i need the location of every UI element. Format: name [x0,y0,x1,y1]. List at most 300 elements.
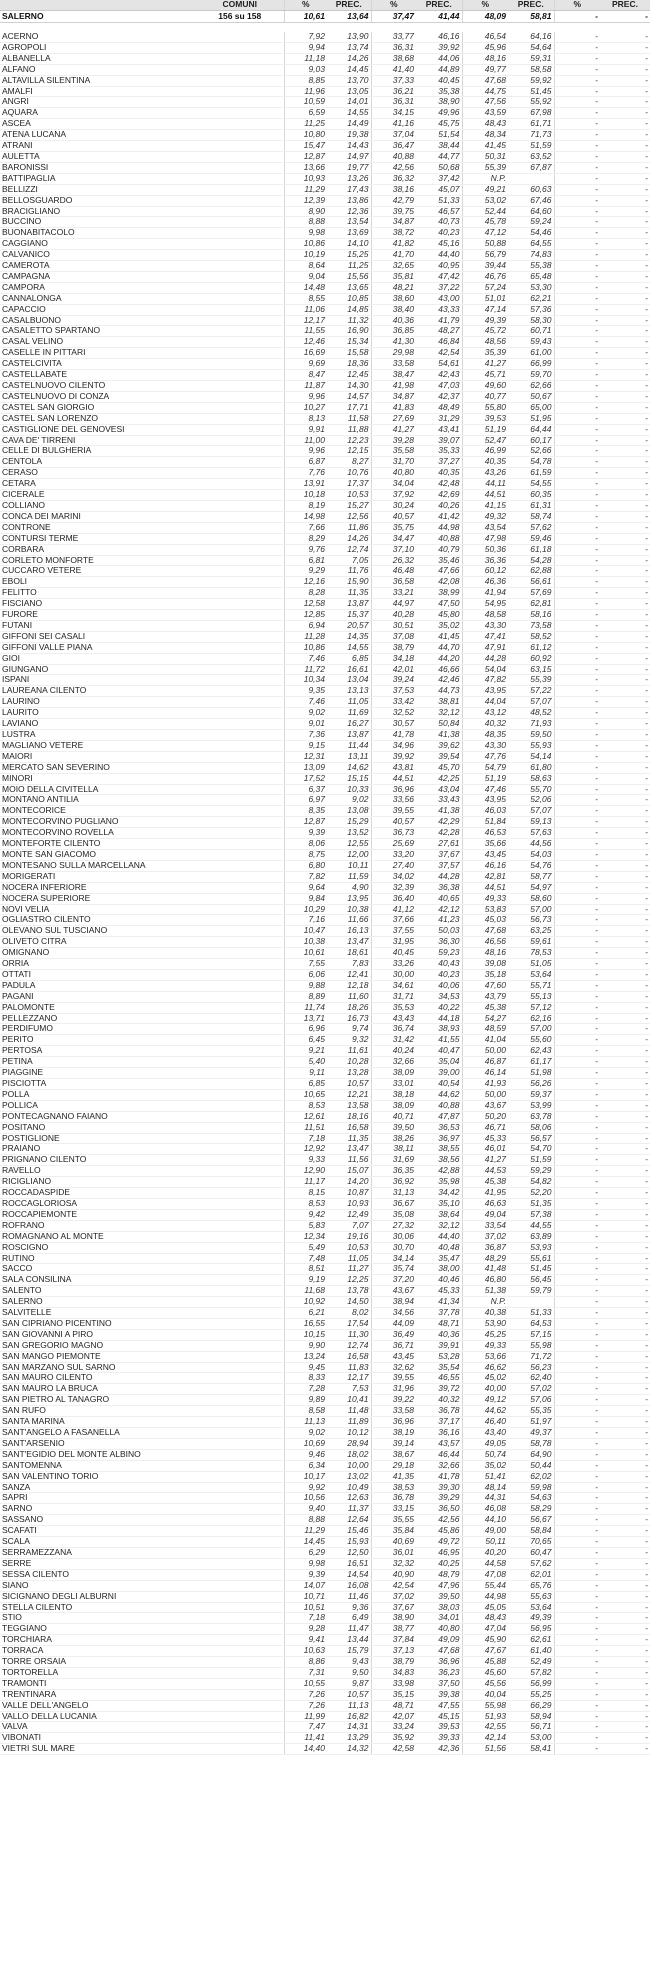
value-prec-2: 36,78 [416,1406,462,1417]
value-prec-3: 58,30 [508,315,554,326]
value-percent-3: 43,45 [462,849,508,860]
value-prec-1: 14,31 [327,1722,371,1733]
table-row [0,1046,650,1057]
table-row [0,391,650,402]
value-prec-4: - [600,511,650,522]
comune-blank [196,762,284,773]
comune-name: TORTORELLA [0,1667,196,1678]
value-prec-4: - [600,1428,650,1439]
value-percent-1: 12,61 [284,1111,327,1122]
comune-name: CASTIGLIONE DEL GENOVESI [0,424,196,435]
comune-name: ROCCAPIEMONTE [0,1209,196,1220]
value-prec-1: 10,12 [327,1428,371,1439]
value-percent-2: 31,69 [371,1155,416,1166]
value-percent-1: 6,21 [284,1308,327,1319]
value-percent-3: 45,38 [462,1002,508,1013]
comune-blank [196,675,284,686]
comune-blank [196,206,284,217]
value-prec-3: 60,92 [508,653,554,664]
table-row [0,130,650,141]
value-prec-1: 18,36 [327,359,371,370]
value-prec-3: 51,45 [508,86,554,97]
value-percent-1: 14,40 [284,1744,327,1755]
comune-name: ROCCAGLORIOSA [0,1198,196,1209]
value-prec-2: 41,78 [416,1471,462,1482]
value-prec-4: - [600,402,650,413]
value-percent-4: - [554,740,600,751]
table-row [0,1297,650,1308]
value-percent-1: 8,85 [284,75,327,86]
value-prec-3: 63,52 [508,151,554,162]
value-prec-3: 56,61 [508,577,554,588]
value-percent-2: 38,11 [371,1144,416,1155]
value-prec-3: 67,98 [508,108,554,119]
value-percent-1: 8,64 [284,261,327,272]
value-percent-4: - [554,206,600,217]
value-prec-2: 45,07 [416,184,462,195]
value-percent-3: 54,04 [462,664,508,675]
total-comuni-count: 156 su 158 [196,11,284,23]
value-prec-1: 10,28 [327,1057,371,1068]
value-prec-1: 12,56 [327,511,371,522]
value-prec-3: 55,39 [508,675,554,686]
value-prec-4: - [600,1613,650,1624]
table-row [0,141,650,152]
value-percent-3: 43,40 [462,1428,508,1439]
value-percent-1: 11,51 [284,1122,327,1133]
value-prec-3: 54,97 [508,882,554,893]
value-percent-4: - [554,675,600,686]
value-prec-4: - [600,544,650,555]
value-percent-4: - [554,1613,600,1624]
comune-blank [196,64,284,75]
value-prec-3: 60,47 [508,1547,554,1558]
table-row [0,1089,650,1100]
value-percent-1: 9,40 [284,1504,327,1515]
comune-blank [196,620,284,631]
value-prec-2: 42,88 [416,1166,462,1177]
value-prec-2: 36,96 [416,1657,462,1668]
value-percent-2: 36,78 [371,1493,416,1504]
value-prec-2: 40,26 [416,500,462,511]
value-percent-1: 6,81 [284,555,327,566]
value-prec-1: 12,45 [327,370,371,381]
comune-name: CETARA [0,479,196,490]
value-percent-2: 34,15 [371,108,416,119]
value-prec-1: 13,65 [327,282,371,293]
value-prec-3: 55,35 [508,1406,554,1417]
value-percent-3: 43,30 [462,620,508,631]
value-percent-2: 40,28 [371,610,416,621]
comune-blank [196,533,284,544]
comune-name: OLIVETO CITRA [0,937,196,948]
value-prec-2: 47,50 [416,599,462,610]
value-prec-1: 15,46 [327,1526,371,1537]
value-percent-4: - [554,1395,600,1406]
comune-name: CELLE DI BULGHERIA [0,446,196,457]
value-prec-3: 58,41 [508,1744,554,1755]
table-row [0,1166,650,1177]
value-percent-1: 11,87 [284,381,327,392]
value-prec-4: - [600,675,650,686]
table-row [0,1013,650,1024]
value-prec-3: 63,15 [508,664,554,675]
value-percent-3: 46,54 [462,32,508,42]
value-percent-1: 12,87 [284,151,327,162]
value-prec-2: 38,56 [416,1155,462,1166]
value-prec-2: 44,98 [416,522,462,533]
value-percent-4: - [554,566,600,577]
value-prec-4: - [600,1547,650,1558]
value-prec-3: 59,70 [508,370,554,381]
table-row [0,1122,650,1133]
value-percent-2: 38,94 [371,1297,416,1308]
value-prec-4: - [600,1013,650,1024]
value-prec-3: 49,39 [508,1613,554,1624]
value-prec-1: 11,35 [327,1133,371,1144]
value-percent-4: - [554,261,600,272]
comune-name: MAGLIANO VETERE [0,740,196,751]
table-row [0,675,650,686]
value-percent-1: 9,39 [284,828,327,839]
comune-blank [196,1057,284,1068]
value-percent-3: 54,95 [462,599,508,610]
value-prec-1: 13,47 [327,937,371,948]
value-percent-2: 35,15 [371,1689,416,1700]
value-percent-4: - [554,1678,600,1689]
value-percent-1: 10,15 [284,1329,327,1340]
comune-name: PAGANI [0,991,196,1002]
value-percent-4: - [554,533,600,544]
value-percent-1: 10,86 [284,642,327,653]
value-percent-1: 8,13 [284,413,327,424]
comune-blank [196,446,284,457]
value-percent-4: - [554,1635,600,1646]
header-percent-1: % [284,0,327,11]
value-percent-3: 50,31 [462,151,508,162]
comune-name: SCALA [0,1537,196,1548]
value-prec-4: - [600,1744,650,1755]
comune-blank [196,1722,284,1733]
comune-name: FURORE [0,610,196,621]
comune-name: PADULA [0,980,196,991]
value-percent-1: 11,74 [284,1002,327,1013]
value-prec-1: 12,50 [327,1547,371,1558]
value-prec-2: 48,71 [416,1318,462,1329]
value-prec-4: - [600,948,650,959]
table-row [0,839,650,850]
value-percent-4: - [554,948,600,959]
comune-blank [196,1144,284,1155]
value-percent-1: 13,91 [284,479,327,490]
table-row [0,1657,650,1668]
value-prec-4: - [600,1635,650,1646]
value-percent-1: 6,94 [284,620,327,631]
value-prec-4: - [600,370,650,381]
value-percent-2: 41,16 [371,119,416,130]
value-percent-3: 47,12 [462,228,508,239]
value-prec-1: 15,93 [327,1537,371,1548]
value-prec-1: 13,78 [327,1286,371,1297]
value-prec-2: 33,43 [416,795,462,806]
value-percent-1: 7,82 [284,871,327,882]
value-percent-2: 39,75 [371,206,416,217]
value-percent-4: - [554,1602,600,1613]
comune-name: MONTEFORTE CILENTO [0,839,196,850]
value-prec-4: - [600,1460,650,1471]
value-percent-4: - [554,42,600,53]
value-prec-2: 40,46 [416,1275,462,1286]
table-row [0,206,650,217]
value-percent-1: 9,76 [284,544,327,555]
table-row [0,86,650,97]
table-row [0,806,650,817]
value-prec-3: 63,78 [508,1111,554,1122]
table-row [0,860,650,871]
table-row [0,1678,650,1689]
value-percent-3: 49,32 [462,511,508,522]
value-percent-4: - [554,1264,600,1275]
value-percent-2: 38,16 [371,184,416,195]
value-percent-1: 10,63 [284,1646,327,1657]
comune-name: COLLIANO [0,500,196,511]
value-percent-3: 53,83 [462,904,508,915]
table-row [0,173,650,184]
value-prec-2: 37,27 [416,457,462,468]
value-prec-2: 38,99 [416,588,462,599]
value-percent-1: 7,26 [284,1700,327,1711]
value-percent-1: 9,35 [284,686,327,697]
value-prec-3: 44,56 [508,839,554,850]
value-prec-2: 45,33 [416,1286,462,1297]
comune-name: CASTELLABATE [0,370,196,381]
value-percent-1: 8,58 [284,1406,327,1417]
comune-name: PISCIOTTA [0,1079,196,1090]
value-prec-3: 51,97 [508,1417,554,1428]
value-prec-4: - [600,1384,650,1395]
value-percent-3: 54,27 [462,1013,508,1024]
comune-name: BARONISSI [0,162,196,173]
value-prec-3: 54,64 [508,42,554,53]
value-percent-4: - [554,53,600,64]
value-percent-1: 16,69 [284,348,327,359]
value-prec-2: 42,29 [416,817,462,828]
value-prec-1: 11,25 [327,261,371,272]
value-percent-4: - [554,1035,600,1046]
value-prec-3: 54,70 [508,1144,554,1155]
value-prec-4: - [600,271,650,282]
value-prec-4: - [600,1537,650,1548]
table-row [0,1155,650,1166]
comune-blank [196,337,284,348]
value-prec-3: 62,16 [508,1013,554,1024]
comune-blank [196,326,284,337]
value-prec-1: 15,58 [327,348,371,359]
value-percent-3: 49,33 [462,893,508,904]
header-row [0,0,650,11]
value-percent-4: - [554,217,600,228]
value-percent-1: 7,46 [284,697,327,708]
value-prec-4: - [600,1395,650,1406]
value-percent-1: 11,72 [284,664,327,675]
value-prec-4: - [600,1700,650,1711]
value-percent-2: 34,18 [371,653,416,664]
comune-name: CASALBUONO [0,315,196,326]
value-percent-1: 7,18 [284,1133,327,1144]
table-row [0,151,650,162]
value-prec-4: - [600,1678,650,1689]
comune-name: VALLO DELLA LUCANIA [0,1711,196,1722]
value-prec-4: - [600,730,650,741]
value-percent-3: 48,58 [462,610,508,621]
comune-blank [196,653,284,664]
value-prec-3: 59,37 [508,1089,554,1100]
value-prec-4: - [600,500,650,511]
value-percent-1: 8,53 [284,1198,327,1209]
value-prec-1: 13,44 [327,1635,371,1646]
comune-blank [196,53,284,64]
value-percent-1: 12,87 [284,817,327,828]
table-row [0,97,650,108]
table-row [0,1275,650,1286]
table-row [0,468,650,479]
comune-name: CICERALE [0,490,196,501]
value-prec-2: 46,66 [416,664,462,675]
value-prec-1: 15,56 [327,271,371,282]
value-percent-4: - [554,642,600,653]
value-prec-2: 40,32 [416,1395,462,1406]
value-percent-4: - [554,1667,600,1678]
value-prec-2: 47,96 [416,1580,462,1591]
value-percent-4: - [554,315,600,326]
value-prec-4: - [600,1188,650,1199]
value-percent-1: 12,90 [284,1166,327,1177]
value-percent-2: 48,21 [371,282,416,293]
value-prec-2: 40,95 [416,261,462,272]
comune-blank [196,1340,284,1351]
comune-blank [196,664,284,675]
value-percent-4: - [554,1744,600,1755]
comune-blank [196,391,284,402]
value-prec-2: 45,16 [416,239,462,250]
value-percent-1: 10,27 [284,402,327,413]
value-prec-4: - [600,708,650,719]
value-prec-4: - [600,784,650,795]
comune-blank [196,1733,284,1744]
value-prec-4: - [600,893,650,904]
value-percent-1: 9,15 [284,740,327,751]
table-row [0,1580,650,1591]
value-prec-3: 61,18 [508,544,554,555]
header-prec-2: PREC. [416,0,462,11]
value-percent-2: 38,40 [371,304,416,315]
value-percent-1: 14,98 [284,511,327,522]
value-prec-1: 17,71 [327,402,371,413]
comune-blank [196,97,284,108]
value-prec-3: 61,40 [508,1646,554,1657]
comune-name: SAN MAURO CILENTO [0,1373,196,1384]
value-prec-1: 13,95 [327,893,371,904]
value-percent-3: N.P. [462,1297,508,1308]
value-percent-2: 30,06 [371,1231,416,1242]
value-percent-2: 33,26 [371,959,416,970]
value-prec-1: 18,26 [327,1002,371,1013]
value-percent-4: - [554,937,600,948]
value-prec-2: 46,44 [416,1449,462,1460]
comune-blank [196,1111,284,1122]
value-percent-1: 10,71 [284,1591,327,1602]
comune-blank [196,228,284,239]
value-prec-3: 54,82 [508,1177,554,1188]
comune-blank [196,1133,284,1144]
comune-name: MOIO DELLA CIVITELLA [0,784,196,795]
value-prec-4: - [600,1318,650,1329]
value-percent-2: 38,18 [371,1089,416,1100]
value-percent-4: - [554,1144,600,1155]
value-prec-1: 13,13 [327,686,371,697]
table-row [0,882,650,893]
value-percent-3: 46,71 [462,1122,508,1133]
comune-blank [196,697,284,708]
value-prec-4: - [600,119,650,130]
value-prec-2: 42,56 [416,1515,462,1526]
value-percent-4: - [554,468,600,479]
header-percent-2: % [371,0,416,11]
value-prec-2: 44,89 [416,64,462,75]
table-row [0,490,650,501]
value-percent-2: 44,09 [371,1318,416,1329]
value-prec-3: 58,06 [508,1122,554,1133]
comune-blank [196,1155,284,1166]
value-prec-4: - [600,817,650,828]
value-percent-1: 6,85 [284,1079,327,1090]
table-row [0,969,650,980]
value-percent-2: 39,50 [371,1122,416,1133]
value-prec-4: - [600,991,650,1002]
comune-name: CENTOLA [0,457,196,468]
value-percent-3: 52,47 [462,435,508,446]
value-percent-3: 51,19 [462,424,508,435]
comune-blank [196,42,284,53]
value-prec-4: - [600,828,650,839]
value-percent-2: 38,68 [371,53,416,64]
comune-name: MONTECORVINO ROVELLA [0,828,196,839]
comune-blank [196,1700,284,1711]
table-row [0,1198,650,1209]
value-percent-1: 11,18 [284,53,327,64]
value-percent-4: - [554,1024,600,1035]
value-percent-3: 55,44 [462,1580,508,1591]
value-prec-4: - [600,1373,650,1384]
comune-blank [196,610,284,621]
value-prec-1: 11,27 [327,1264,371,1275]
value-percent-1: 8,75 [284,849,327,860]
value-percent-2: 36,40 [371,893,416,904]
comune-blank [196,1253,284,1264]
comune-name: SAN VALENTINO TORIO [0,1471,196,1482]
value-prec-1: 14,01 [327,97,371,108]
value-percent-1: 9,98 [284,228,327,239]
value-percent-3: 44,62 [462,1406,508,1417]
value-prec-3: 59,46 [508,533,554,544]
value-percent-1: 14,07 [284,1580,327,1591]
value-prec-4: - [600,1079,650,1090]
value-prec-3: 57,15 [508,1329,554,1340]
value-prec-2: 39,92 [416,42,462,53]
comune-blank [196,413,284,424]
value-prec-4: - [600,686,650,697]
comune-blank [196,293,284,304]
